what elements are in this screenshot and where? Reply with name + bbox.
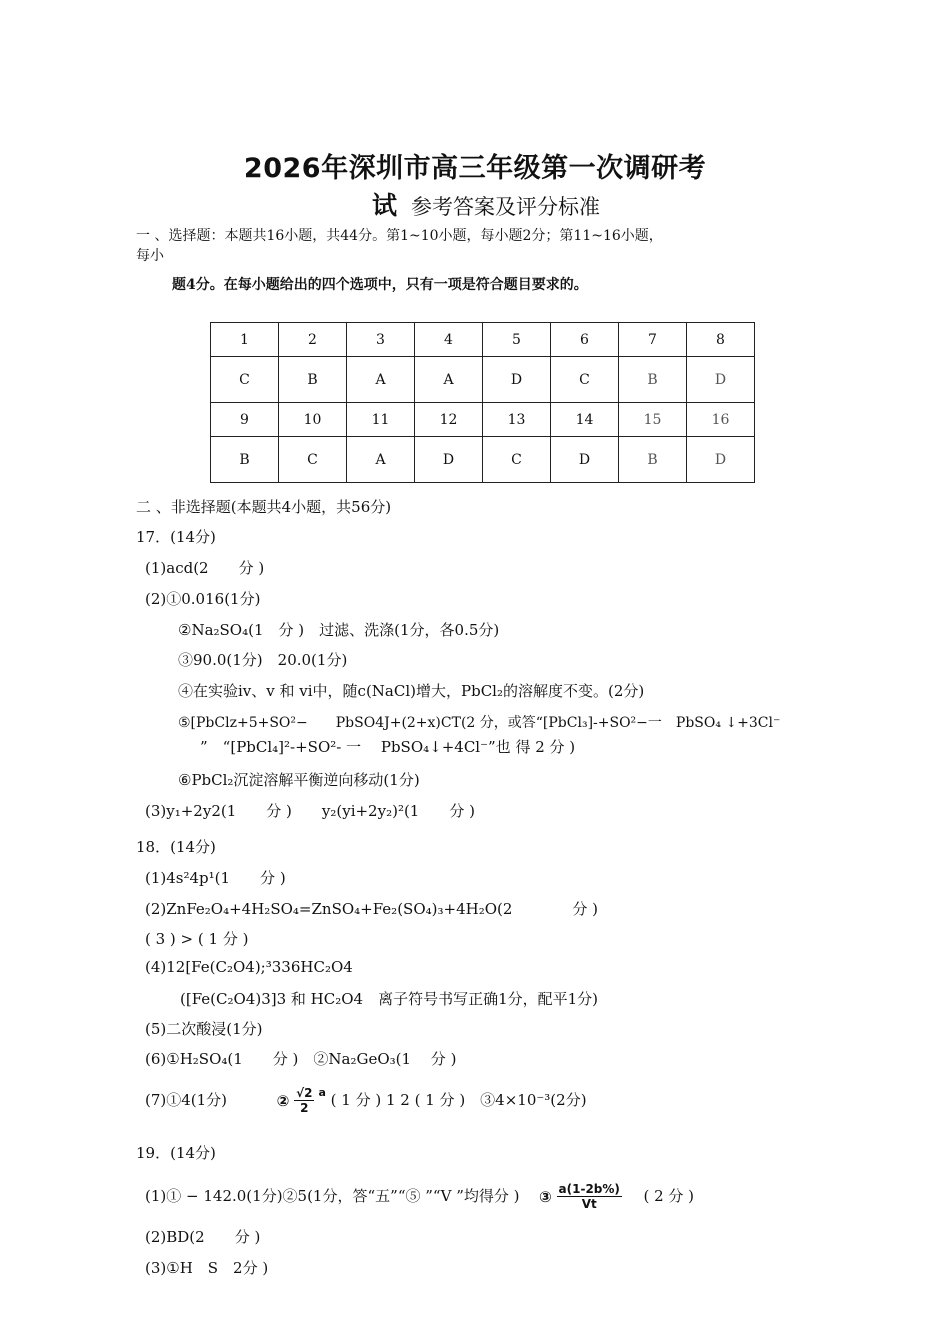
table-cell: C [211,357,279,403]
table-cell: 7 [619,323,687,357]
subtitle-text: 参考答案及评分标准 [411,195,601,219]
table-cell: 10 [279,403,347,437]
table-cell: D [687,357,755,403]
table-cell: 13 [483,403,551,437]
q18-part7-text: (7)①4(1分) [145,1090,228,1109]
page-subtitle [372,186,600,222]
q19-part1-score: ( 2 分 ) [643,1186,695,1205]
q18-header: 18．(14分) [136,838,216,856]
q17-line: ③90.0(1分) 20.0(1分) [178,651,348,669]
q18-line: (6)①H₂SO₄(1 分 ) ②Na₂GeO₃(1 分 ) [145,1050,457,1068]
table-cell: C [551,357,619,403]
table-cell: A [347,437,415,483]
table-cell: A [415,357,483,403]
q18-line: ([Fe(C₂O4)3]3 和 HC₂O4 离子符号书写正确1分，配平1分) [180,990,599,1008]
table-cell: D [551,437,619,483]
q18-line: (2)ZnFe₂O₄+4H₂SO₄=ZnSO₄+Fe₂(SO₄)₃+4H₂O(2 分 ) [145,900,599,918]
q17-line: ⑥PbCl₂沉淀溶解平衡逆向移动(1分) [178,771,420,789]
sqrt2-fraction [294,1086,314,1116]
q17-line: (3)y₁+2y2(1 分 ) y₂(yi+2y₂)²(1 分 ) [145,802,475,820]
table-cell: C [483,437,551,483]
table-cell: 5 [483,323,551,357]
q17-line: (1)acd(2 分 ) [145,559,265,577]
q18-line-7 [145,1086,587,1116]
table-cell: A [347,357,415,403]
table-row [211,403,755,437]
circled-number: ③ [539,1187,552,1206]
table-cell: 16 [687,403,755,437]
table-cell: 14 [551,403,619,437]
table-cell: 2 [279,323,347,357]
table-cell: 9 [211,403,279,437]
table-cell: B [619,357,687,403]
table-cell: D [687,437,755,483]
q17-line: ④在实验iv、v 和 vi中，随c(NaCl)增大，PbCl₂的溶解度不变。(2分) [178,682,645,700]
q17-header: 17．(14分) [136,528,216,546]
q18-part7-rest: ( 1 分 ) 1 2 ( 1 分 ) ③4×10⁻³(2分) [330,1090,587,1109]
table-cell: 8 [687,323,755,357]
table-cell: 6 [551,323,619,357]
fraction-denominator: Vt [581,1197,597,1212]
table-cell: 3 [347,323,415,357]
q19-line: (2)BD(2 分 ) [145,1228,261,1246]
q19-line: (3)①H S 2分 ) [145,1259,269,1277]
table-cell: D [483,357,551,403]
table-cell: B [211,437,279,483]
table-cell: 1 [211,323,279,357]
section1-intro-line1: 一 、选择题：本题共16小题，共44分。第1~10小题，每小题2分；第11~16小题， [136,228,663,244]
q18-line: (4)12[Fe(C₂O4);³336HC₂O4 [145,958,353,976]
q19-line-1 [145,1182,694,1212]
subtitle-big-char: 试 [372,191,398,220]
q18-line: (1)4s²4p¹(1 分 ) [145,869,286,887]
circled-number: ② [276,1091,290,1110]
section1-intro-line2: 每小 [136,248,164,264]
table-cell: D [415,437,483,483]
fraction-numerator: √2 [296,1086,313,1100]
table-cell: 12 [415,403,483,437]
rate-fraction [557,1182,622,1212]
section2-heading: 二 、非选择题(本题共4小题，共56分) [136,498,392,516]
q17-line: (2)①0.016(1分) [145,590,261,608]
fraction-denominator: 2 [300,1101,309,1116]
fraction-numerator: a(1-2b%) [558,1182,620,1196]
q19-header: 19．(14分) [136,1144,216,1162]
q19-part1-text: (1)① − 142.0(1分)②5(1分，答“五”“⑤ ”“V ”均得分 ) [145,1186,520,1205]
fraction-variable: a [318,1086,326,1099]
page-title: 2026年深圳市高三年级第一次调研考 [243,153,707,184]
q18-line: ( 3 ) > ( 1 分 ) [145,930,249,948]
q18-line: (5)二次酸浸(1分) [145,1020,263,1038]
table-cell: B [619,437,687,483]
table-row [211,357,755,403]
table-cell: C [279,437,347,483]
q17-line: ②Na₂SO₄(1 分 ) 过滤、洗涤(1分，各0.5分) [178,621,500,639]
table-row [211,437,755,483]
table-row [211,323,755,357]
q17-line: ” “[PbCl₄]²-+SO²- 一 PbSO₄↓+4Cl⁻”也 得 2 分 ) [200,738,576,756]
answer-table [210,322,755,483]
table-cell: 4 [415,323,483,357]
section1-intro-line3: 题4分。在每小题给出的四个选项中，只有一项是符合题目要求的。 [172,277,588,293]
table-cell: B [279,357,347,403]
q17-line: ⑤[PbClz+5+SO²− PbSO4J+(2+x)CT(2 分，或答“[PbCl₃]-+SO²−一 PbSO₄ ↓+3Cl⁻ [178,715,781,731]
table-cell: 15 [619,403,687,437]
table-cell: 11 [347,403,415,437]
